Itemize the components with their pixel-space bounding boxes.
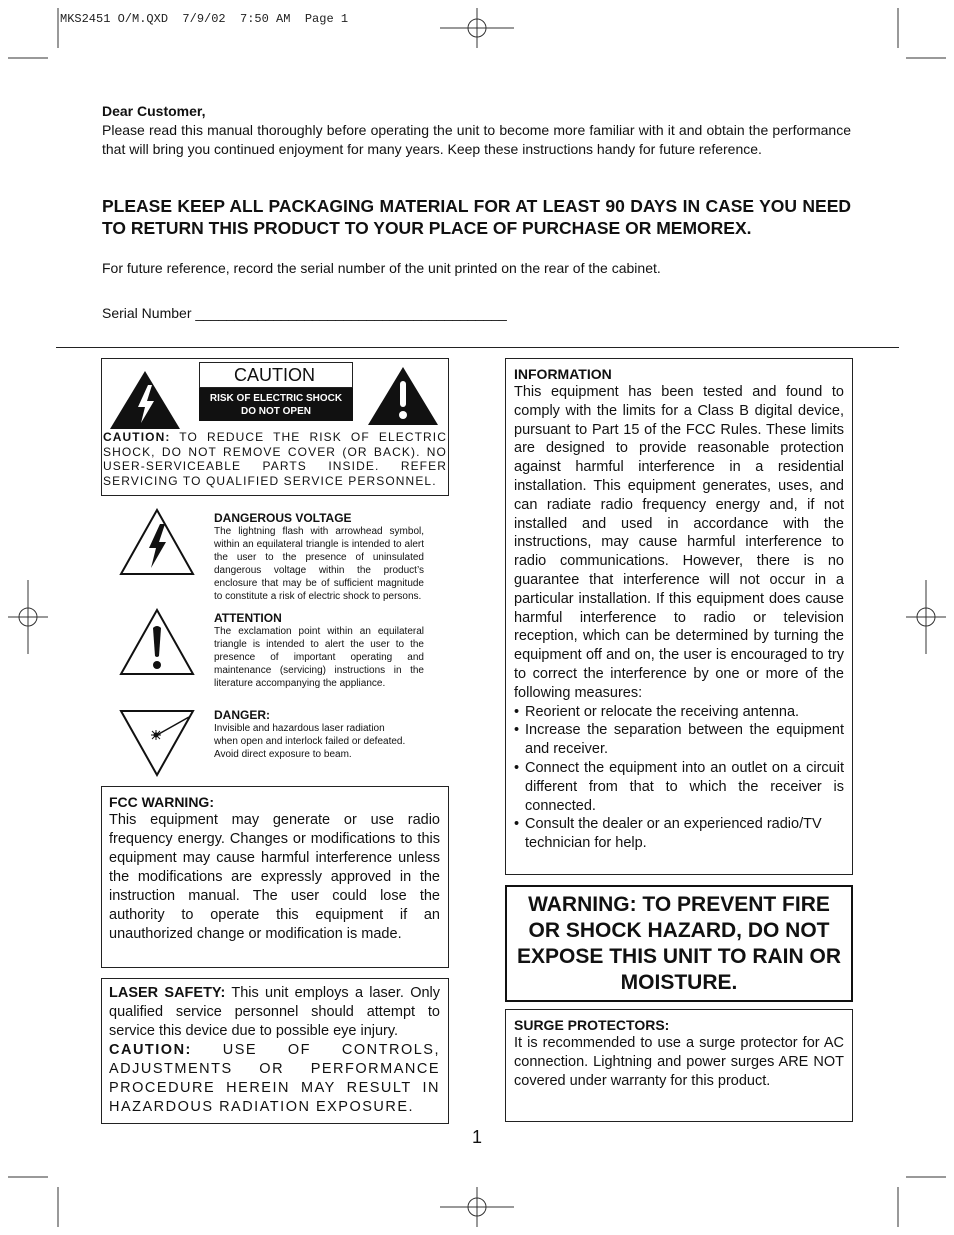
surge-protectors-title: SURGE PROTECTORS: [514, 1017, 670, 1033]
serial-number-field: Serial Number ________________________________________ [102, 305, 507, 321]
serial-note: For future reference, record the serial number of the unit printed on the rear of the cabinet. [102, 260, 661, 276]
danger-line-3: Avoid direct exposure to beam. [214, 749, 352, 760]
fcc-warning-text: This equipment may generate or use radio frequency energy. Changes or modifications to this equipment may cause harmful interference unless the modifications are expressly approved in the instruction manual. The user could lose the authority to operate this equipment if an unauthorized change or modification is made. [109, 812, 440, 942]
lightning-triangle-icon [108, 369, 182, 431]
caution-label: CAUTION [234, 365, 315, 385]
fcc-warning-title: FCC WARNING: [109, 794, 214, 810]
fcc-warning-box [101, 786, 449, 968]
page-number: 1 [472, 1127, 483, 1147]
laser-safety-box [101, 978, 449, 1124]
greeting: Dear Customer, [102, 103, 206, 119]
dangerous-voltage-section [214, 511, 424, 603]
danger-section [214, 708, 434, 761]
surge-protectors-text: It is recommended to use a surge protector for AC connection. Lightning and power surges ARE NOT covered under warranty for this product. [514, 1035, 844, 1089]
attention-text: The exclamation point within an equilateral triangle is intended to alert the user to the presence of important operating and maintenance (servicing) instructions in the literature accompanying the appliance. [214, 626, 424, 689]
exclamation-triangle-icon [366, 365, 440, 427]
caution-bold: CAUTION: [103, 430, 171, 444]
caution-body: TO REDUCE THE RISK OF ELECTRIC SHOCK, DO NOT REMOVE COVER (OR BACK). NO USER-SERVICEABLE PARTS INSIDE. REFER SERVICING TO QUALIFIED SERVICE PERSONNEL. [103, 430, 447, 488]
laser-safety-body: This unit employs a laser. Only qualified service personnel should attempt to service this device due to possible eye injury. [109, 985, 441, 1039]
laser-caution-bold: CAUTION: [109, 1042, 192, 1058]
laser-safety-title: LASER SAFETY: [109, 985, 226, 1001]
caution-label-box [199, 362, 353, 388]
file-header: MKS2451 O/M.QXD 7/9/02 7:50 AM Page 1 [60, 12, 349, 26]
bullet-item: • Connect the equipment into an outlet on a circuit different from that to which the receiver is connected. [514, 759, 844, 814]
dangerous-voltage-title: DANGEROUS VOLTAGE [214, 511, 352, 525]
divider [56, 347, 899, 348]
laser-caution-body: USE OF CONTROLS, ADJUSTMENTS OR PERFORMANCE PROCEDURE HEREIN MAY RESULT IN HAZARDOUS RADIATION EXPOSURE. [109, 1042, 440, 1115]
caution-text [103, 430, 447, 488]
laser-safety-text [109, 984, 440, 1041]
information-title: INFORMATION [514, 366, 612, 382]
bullet-item: • Reorient or relocate the receiving antenna. [514, 703, 800, 720]
dangerous-voltage-text: The lightning flash with arrowhead symbol, within an equilateral triangle is intended to alert the user to the presence of uninsulated dangerous voltage within the product’s enclosure that may be of sufficient magnitude to constitute a risk of electric shock to persons. [214, 526, 424, 602]
danger-line-1: Invisible and hazardous laser radiation [214, 723, 385, 734]
surge-protectors-box [505, 1009, 853, 1122]
dangerous-voltage-icon [119, 508, 195, 576]
bullet-item: • Increase the separation between the equipment and receiver. [514, 722, 844, 758]
danger-title: DANGER: [214, 708, 270, 722]
information-bullets [514, 703, 844, 853]
laser-danger-icon [119, 709, 195, 777]
intro-body: Please read this manual thoroughly before operating the unit to become more familiar with it and obtain the performance that will bring you continued enjoyment for many years. Keep these instructions handy for future reference. [102, 122, 851, 157]
information-text: This equipment has been tested and found to comply with the limits for a Class B digital device, pursuant to Part 15 of the FCC Rules. These limits are designed to provide reasonable protection against harmful interference in a residential installation. This equipment generates, uses, and can radiate radio frequency energy and, if not installed and used in accordance with the instructions, may cause harmful interference to radio communications. However, there is no guarantee that interference will not occur in a particular installation. If this equipment does cause harmful interference to radio or television reception, which can be determined by turning the equipment off and on, the user is encouraged to try to correct the interference by one or more of the following measures: [514, 384, 844, 701]
packaging-notice: PLEASE KEEP ALL PACKAGING MATERIAL FOR AT LEAST 90 DAYS IN CASE YOU NEED TO RETURN THIS PRODUCT TO YOUR PLACE OF PURCHASE OR MEMOREX. [102, 196, 851, 238]
attention-title: ATTENTION [214, 611, 282, 625]
laser-caution-text [109, 1041, 440, 1117]
risk-line-2: DO NOT OPEN [240, 406, 311, 417]
caution-box [101, 358, 449, 496]
danger-line-2: when open and interlock failed or defeated. [214, 736, 406, 747]
attention-section [214, 611, 424, 690]
intro-section [102, 102, 851, 159]
bullet-item: • Consult the dealer or an experienced radio/TV technician for help. [514, 816, 822, 852]
attention-icon [119, 608, 195, 676]
risk-label-box [199, 388, 353, 421]
fire-shock-warning-text: WARNING: TO PREVENT FIRE OR SHOCK HAZARD, DO NOT EXPOSE THIS UNIT TO RAIN OR MOISTURE. [517, 892, 841, 994]
fire-shock-warning-box [505, 885, 853, 1002]
risk-line-1: RISK OF ELECTRIC SHOCK [209, 393, 343, 404]
information-box [505, 358, 853, 875]
